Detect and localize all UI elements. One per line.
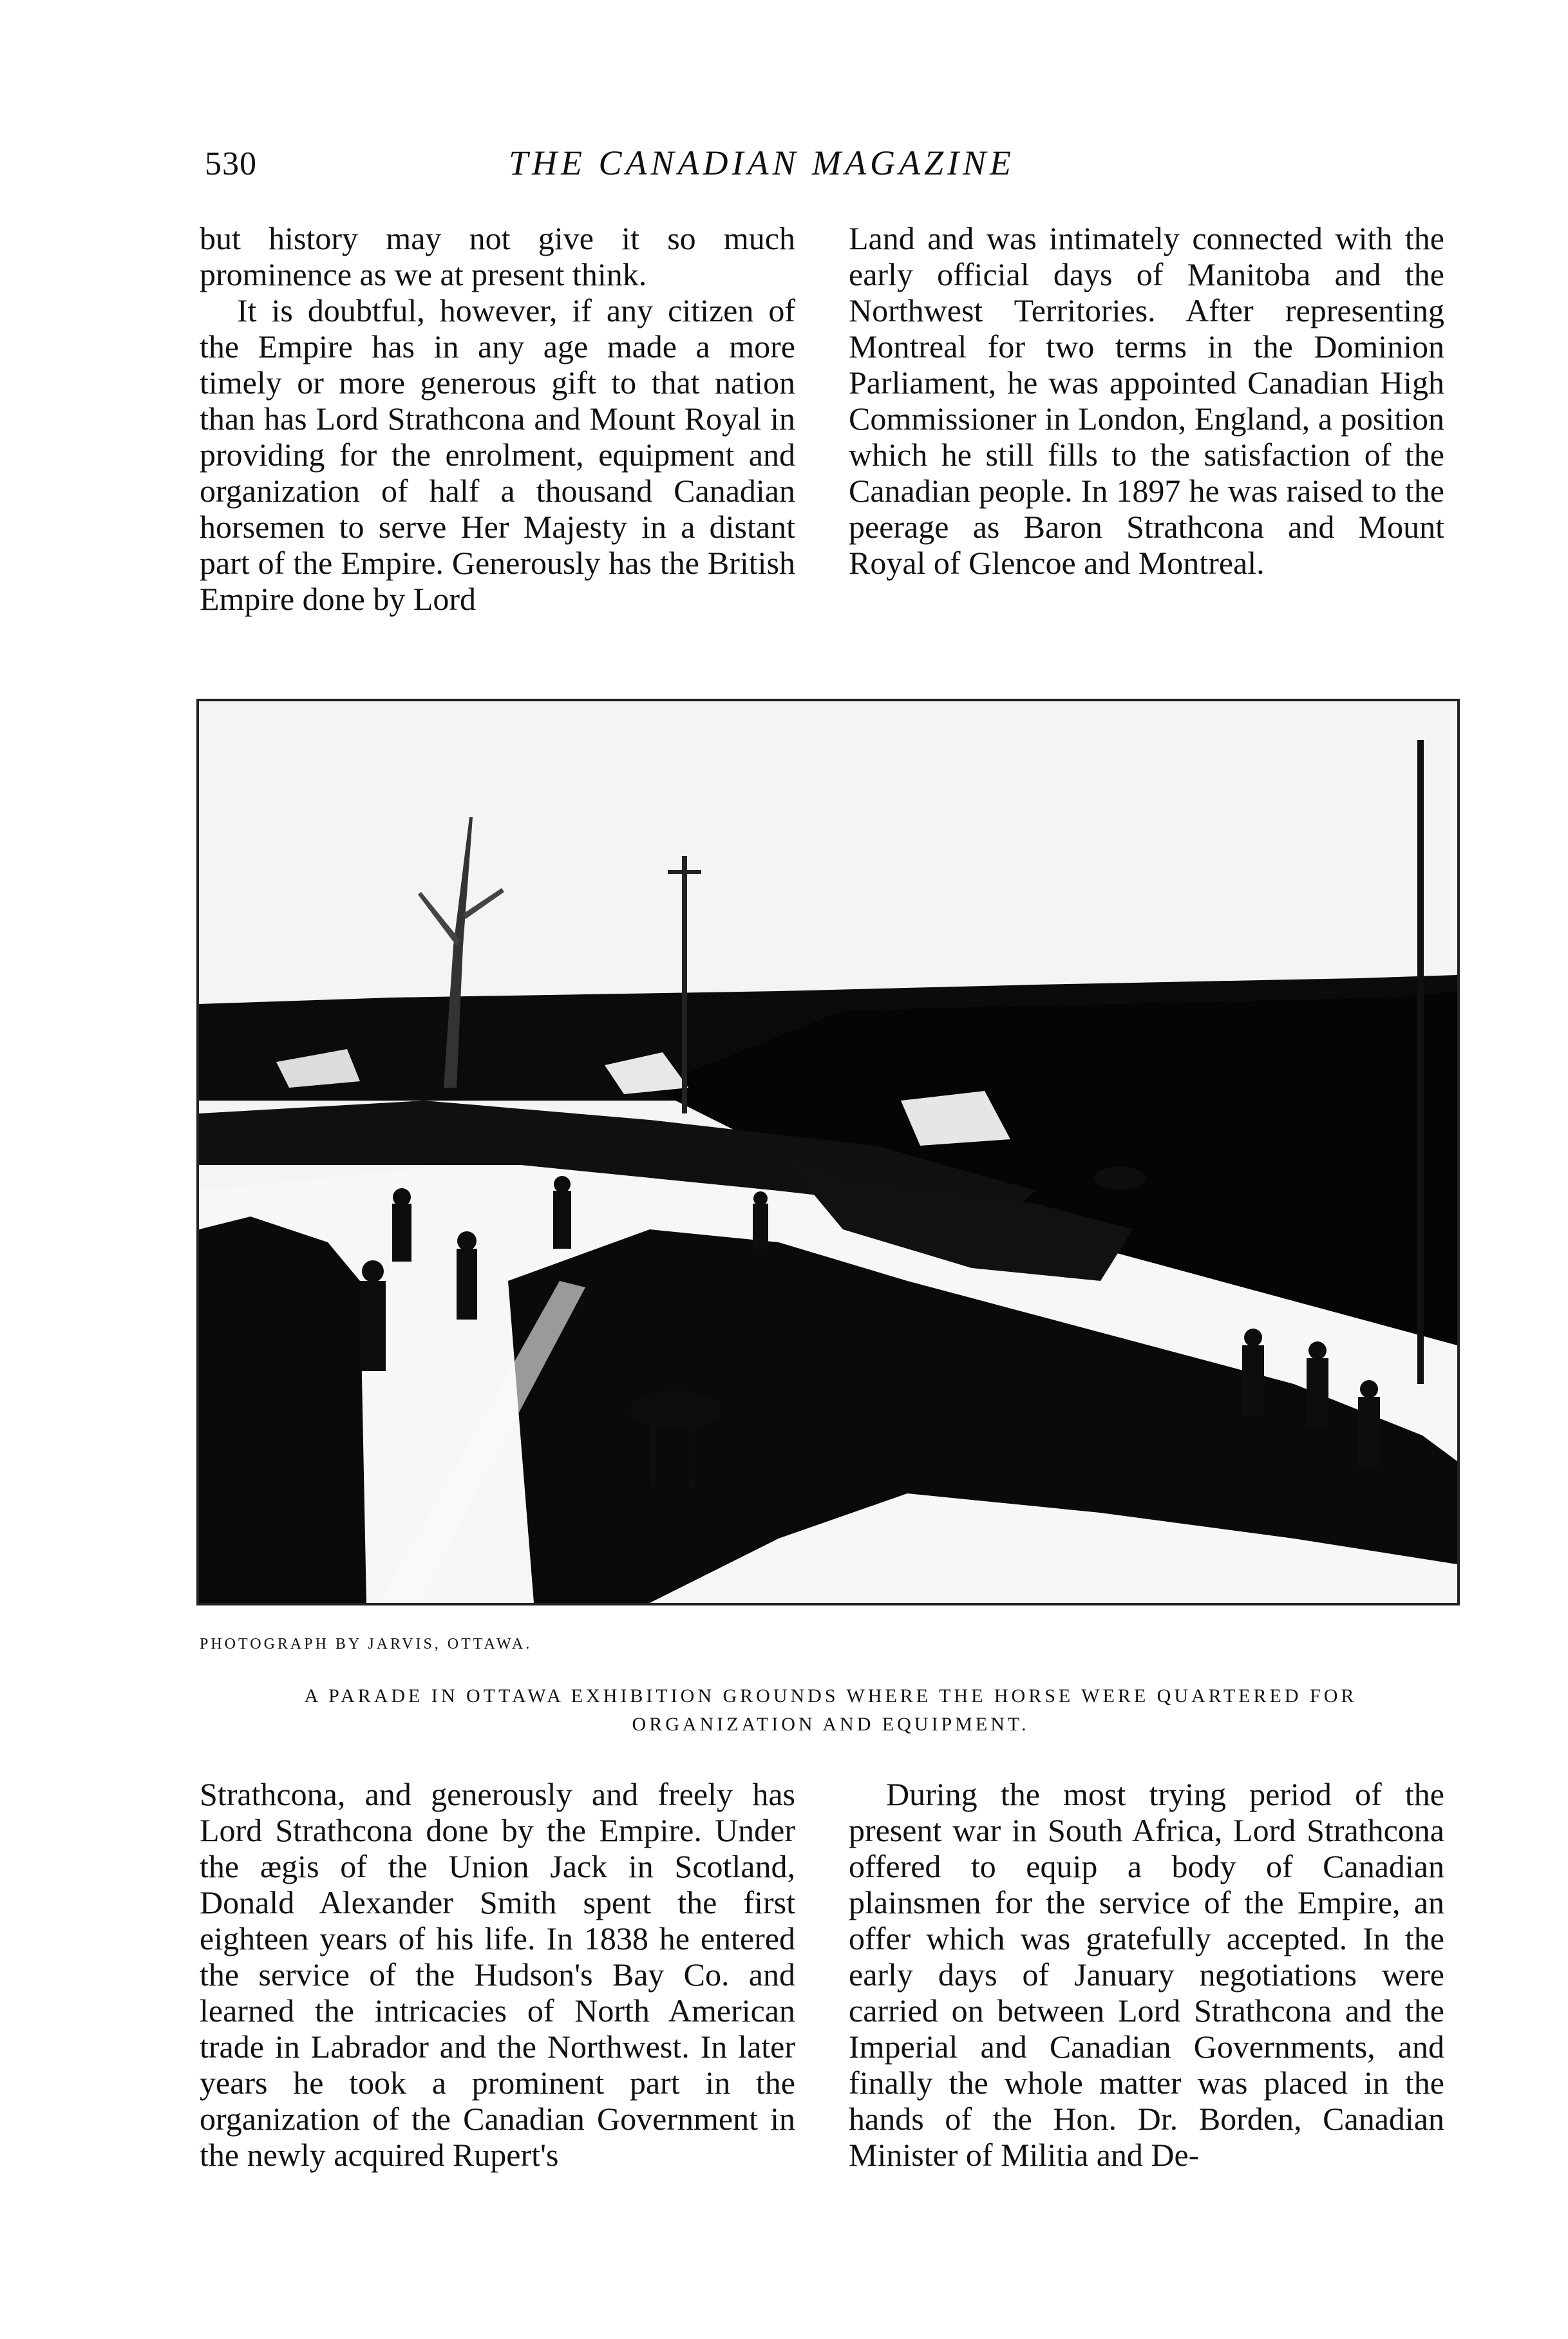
text-column-top-right xyxy=(849,220,1444,581)
page-number: 530 xyxy=(205,146,257,182)
text-column-bottom-right xyxy=(849,1776,1444,2173)
parade-photograph xyxy=(196,699,1460,1605)
paragraph: During the most trying period of the present war in South Africa, Lord Strathcona offered to equip a body of Canadian plainsmen for the service of the Empire, an offer which was gratefully accepted. In the early days of January negotiations were carried on between Lord Strathcona and the Imperial and Canadian Governments, and finally the whole matter was placed in the hands of the Hon. Dr. Borden, Canadian Minister of Militia and De- xyxy=(849,1776,1444,2173)
paragraph: Strathcona, and generously and freely has Lord Strathcona done by the Empire. Under the ægis of the Union Jack in Scotland, Donald Alexander Smith spent the first eighteen years of his life. In 1838 he entered the service of the Hudson's Bay Co. and learned the intricacies of North American trade in Labrador and the Northwest. In later years he took a prominent part in the organization of the Canadian Government in the newly acquired Rupert's xyxy=(200,1776,795,2173)
running-head: THE CANADIAN MAGAZINE xyxy=(509,144,1015,182)
text-column-top-left xyxy=(200,220,795,617)
text-column-bottom-left xyxy=(200,1776,795,2173)
photo-caption: A PARADE IN OTTAWA EXHIBITION GROUNDS WHERE THE HORSE WERE QUARTERED FOR ORGANIZATION AND EQUIPMENT. xyxy=(304,1685,1357,1735)
paragraph: but history may not give it so much prominence as we at present think. xyxy=(200,220,795,292)
photo-credit: PHOTOGRAPH BY JARVIS, OTTAWA. xyxy=(200,1636,533,1652)
paragraph: It is doubtful, however, if any citizen of the Empire has in any age made a more timely or more generous gift to that nation than has Lord Strathcona and Mount Royal in providing for the enrolment, equipment and organization of half a thousand Canadian horsemen to serve Her Majesty in a distant part of the Empire. Generously has the British Empire done by Lord xyxy=(200,292,795,617)
paragraph: Land and was intimately connected with the early official days of Manitoba and the Northwest Territories. After representing Montreal for two terms in the Dominion Parliament, he was appointed Canadian High Commissioner in London, England, a position which he still fills to the satisfaction of the Canadian people. In 1897 he was raised to the peerage as Baron Strathcona and Mount Royal of Glencoe and Montreal. xyxy=(849,220,1444,581)
